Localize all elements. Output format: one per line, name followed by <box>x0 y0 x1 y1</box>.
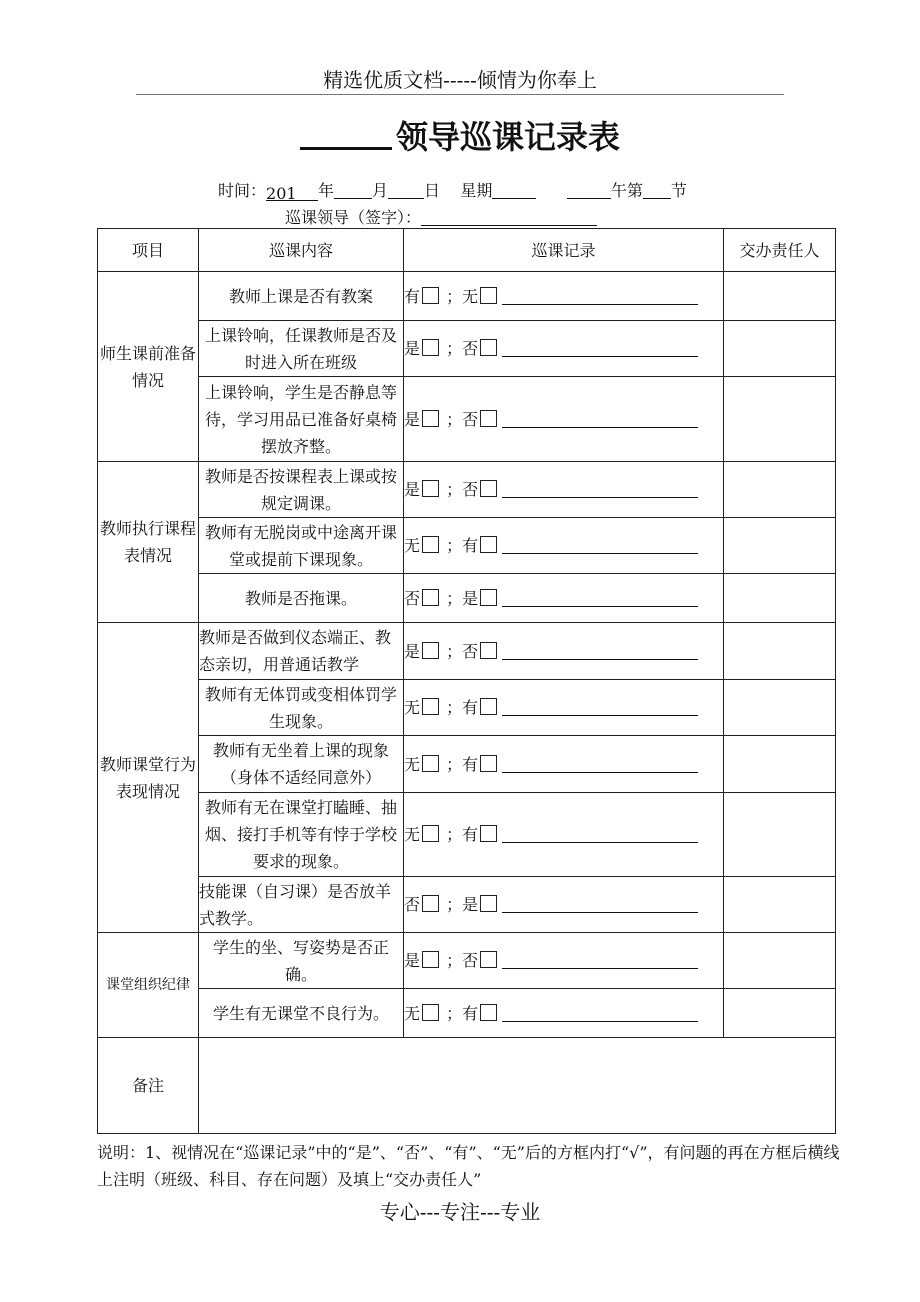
responsible-cell[interactable] <box>724 462 836 518</box>
time-label: 时间： <box>218 181 267 200</box>
separator: ； <box>446 480 463 499</box>
table-row <box>98 518 836 574</box>
period-label: 午第 <box>610 181 643 200</box>
record-cell <box>404 793 724 877</box>
option-label: 否 <box>462 641 479 661</box>
table-row <box>98 272 836 321</box>
option-label: 有 <box>462 698 479 717</box>
checkbox[interactable] <box>480 951 497 968</box>
note-line[interactable] <box>502 413 698 428</box>
header-item: 项目 <box>98 229 199 272</box>
responsible-cell[interactable] <box>724 272 836 321</box>
separator: ； <box>446 409 463 429</box>
checkbox[interactable] <box>480 755 497 772</box>
table-row <box>98 933 836 989</box>
content-cell: 学生的坐、写姿势是否正确。 <box>199 933 404 989</box>
option-label: 有 <box>462 825 479 844</box>
responsible-cell[interactable] <box>724 793 836 877</box>
checkbox[interactable] <box>480 339 497 356</box>
page-footer: 专心---专注---专业 <box>379 1200 541 1224</box>
instructions-note: 说明：1、视情况在“巡课记录”中的“是”、“否”、“有”、“无”后的方框内打“√”，有问题的再在方框后横线上注明（班级、科目、存在问题）及填上“交办责任人” <box>97 1143 840 1189</box>
checkbox[interactable] <box>422 1004 439 1021</box>
separator: ； <box>446 895 463 914</box>
record-cell <box>404 272 724 321</box>
category-cell: 教师执行课程表情况 <box>98 462 199 623</box>
note-line[interactable] <box>502 645 698 660</box>
record-cell <box>404 377 724 462</box>
option-label: 否 <box>462 951 479 970</box>
category-cell: 课堂组织纪律 <box>98 933 199 1038</box>
record-cell <box>404 680 724 736</box>
option-label: 是 <box>404 480 421 499</box>
checkbox[interactable] <box>480 480 497 497</box>
note-line[interactable] <box>502 483 698 498</box>
content-cell: 上课铃响，学生是否静息等待，学习用品已准备好桌椅摆放齐整。 <box>199 377 404 462</box>
separator: ； <box>446 536 463 555</box>
record-cell <box>404 989 724 1038</box>
section-label: 节 <box>670 181 687 200</box>
option-label: 有 <box>404 286 421 306</box>
checkbox[interactable] <box>480 589 497 606</box>
option-label: 是 <box>462 588 479 608</box>
option-label: 无 <box>404 825 421 844</box>
checkbox[interactable] <box>480 642 497 659</box>
table-row <box>98 623 836 680</box>
separator: ； <box>446 286 463 306</box>
day-label: 日 <box>424 181 441 200</box>
checkbox[interactable] <box>480 410 497 427</box>
content-cell: 教师是否做到仪态端正、教态亲切，用普通话教学 <box>199 623 404 680</box>
note-line[interactable] <box>502 954 698 969</box>
remarks-field[interactable] <box>199 1038 836 1134</box>
responsible-cell[interactable] <box>724 377 836 462</box>
table-row <box>98 736 836 793</box>
responsible-cell[interactable] <box>724 321 836 377</box>
header-rule <box>136 94 784 95</box>
table-row <box>98 793 836 877</box>
form-title-text: 领导巡课记录表 <box>395 118 620 156</box>
responsible-cell[interactable] <box>724 989 836 1038</box>
checkbox[interactable] <box>422 410 439 427</box>
option-label: 无 <box>404 536 421 555</box>
option-label: 无 <box>404 754 421 774</box>
record-cell <box>404 933 724 989</box>
note-line[interactable] <box>502 592 698 607</box>
checkbox[interactable] <box>422 287 439 304</box>
option-label: 无 <box>404 698 421 717</box>
page-header: 精选优质文档-----倾情为你奉上 <box>323 68 597 92</box>
table-row <box>98 877 836 933</box>
checkbox[interactable] <box>422 698 439 715</box>
weekday-label: 星期 <box>460 181 493 200</box>
table-header-row <box>98 229 836 272</box>
checkbox[interactable] <box>422 536 439 553</box>
record-cell <box>404 877 724 933</box>
time-line <box>218 178 687 201</box>
note-line[interactable] <box>502 758 698 773</box>
checkbox[interactable] <box>480 698 497 715</box>
record-cell <box>404 462 724 518</box>
checkbox[interactable] <box>422 339 439 356</box>
section-field[interactable] <box>643 182 671 199</box>
year-prefix: 201 <box>266 184 297 203</box>
form-title <box>0 112 920 158</box>
option-label: 有 <box>462 754 479 774</box>
note-line[interactable] <box>502 898 698 913</box>
weekday-field[interactable] <box>492 182 536 199</box>
note-line[interactable] <box>502 701 698 716</box>
table-row <box>98 574 836 623</box>
option-label: 否 <box>462 339 479 358</box>
day-field[interactable] <box>388 182 424 199</box>
checkbox[interactable] <box>422 755 439 772</box>
month-label: 月 <box>372 181 389 200</box>
record-cell <box>404 518 724 574</box>
note-line[interactable] <box>502 342 698 357</box>
content-cell: 上课铃响，任课教师是否及时进入所在班级 <box>199 321 404 377</box>
option-label: 是 <box>462 895 479 914</box>
header-record: 巡课记录 <box>404 229 724 272</box>
checkbox[interactable] <box>422 642 439 659</box>
separator: ； <box>446 339 463 358</box>
option-label: 否 <box>462 480 479 499</box>
category-cell: 教师课堂行为表现情况 <box>98 623 199 933</box>
month-field[interactable] <box>334 182 372 199</box>
record-cell <box>404 623 724 680</box>
content-cell: 教师有无体罚或变相体罚学生现象。 <box>199 680 404 736</box>
table-row <box>98 680 836 736</box>
separator: ； <box>446 754 463 774</box>
option-label: 是 <box>404 409 421 429</box>
note-line[interactable] <box>502 290 698 305</box>
note-line[interactable] <box>502 1007 698 1022</box>
checkbox[interactable] <box>480 287 497 304</box>
option-label: 是 <box>404 641 421 661</box>
table-row <box>98 462 836 518</box>
option-label: 否 <box>462 409 479 429</box>
content-cell: 教师有无在课堂打瞌睡、抽烟、接打手机等有悖于学校要求的现象。 <box>199 793 404 877</box>
option-label: 无 <box>462 286 479 306</box>
option-label: 有 <box>462 1003 479 1023</box>
patrol-record-table <box>97 228 836 1134</box>
content-cell: 教师有无脱岗或中途离开课堂或提前下课现象。 <box>199 518 404 574</box>
remarks-label: 备注 <box>98 1038 199 1134</box>
option-label: 是 <box>404 951 421 970</box>
record-cell <box>404 321 724 377</box>
option-label: 有 <box>462 536 479 555</box>
checkbox[interactable] <box>422 895 439 912</box>
table-row <box>98 377 836 462</box>
header-content: 巡课内容 <box>199 229 404 272</box>
year-label: 年 <box>318 181 335 200</box>
checkbox[interactable] <box>480 825 497 842</box>
checkbox[interactable] <box>480 895 497 912</box>
content-cell: 技能课（自习课）是否放羊式教学。 <box>199 877 404 933</box>
checkbox[interactable] <box>480 536 497 553</box>
option-label: 否 <box>404 588 421 608</box>
record-cell <box>404 574 724 623</box>
checkbox[interactable] <box>422 589 439 606</box>
checkbox[interactable] <box>480 1004 497 1021</box>
content-cell: 教师是否拖课。 <box>199 574 404 623</box>
checkbox[interactable] <box>422 480 439 497</box>
checkbox[interactable] <box>422 951 439 968</box>
responsible-cell[interactable] <box>724 623 836 680</box>
responsible-cell[interactable] <box>724 736 836 793</box>
option-label: 无 <box>404 1003 421 1023</box>
remarks-row <box>98 1038 836 1134</box>
leader-signature-field[interactable] <box>421 209 597 226</box>
am-pm-field[interactable] <box>567 182 611 199</box>
responsible-cell[interactable] <box>724 933 836 989</box>
separator: ； <box>446 825 463 844</box>
option-label: 否 <box>404 895 421 914</box>
option-label: 是 <box>404 339 421 358</box>
note-line[interactable] <box>502 539 698 554</box>
responsible-cell[interactable] <box>724 877 836 933</box>
header-responsible: 交办责任人 <box>724 229 836 272</box>
record-cell <box>404 736 724 793</box>
responsible-cell[interactable] <box>724 518 836 574</box>
content-cell: 教师是否按课程表上课或按规定调课。 <box>199 462 404 518</box>
table-row <box>98 989 836 1038</box>
table-row <box>98 321 836 377</box>
note-line[interactable] <box>502 828 698 843</box>
responsible-cell[interactable] <box>724 574 836 623</box>
leader-line <box>285 205 597 228</box>
content-cell: 教师有无坐着上课的现象（身体不适经同意外） <box>199 736 404 793</box>
category-cell: 师生课前准备情况 <box>98 272 199 462</box>
responsible-cell[interactable] <box>724 680 836 736</box>
leader-label: 巡课领导（签字）： <box>285 208 422 227</box>
separator: ； <box>446 698 463 717</box>
content-cell: 学生有无课堂不良行为。 <box>199 989 404 1038</box>
separator: ； <box>446 588 463 608</box>
separator: ； <box>446 1003 463 1023</box>
year-field[interactable] <box>266 184 318 201</box>
separator: ； <box>446 641 463 661</box>
title-blank[interactable] <box>300 117 392 150</box>
content-cell: 教师上课是否有教案 <box>199 272 404 321</box>
checkbox[interactable] <box>422 825 439 842</box>
separator: ； <box>446 951 463 970</box>
